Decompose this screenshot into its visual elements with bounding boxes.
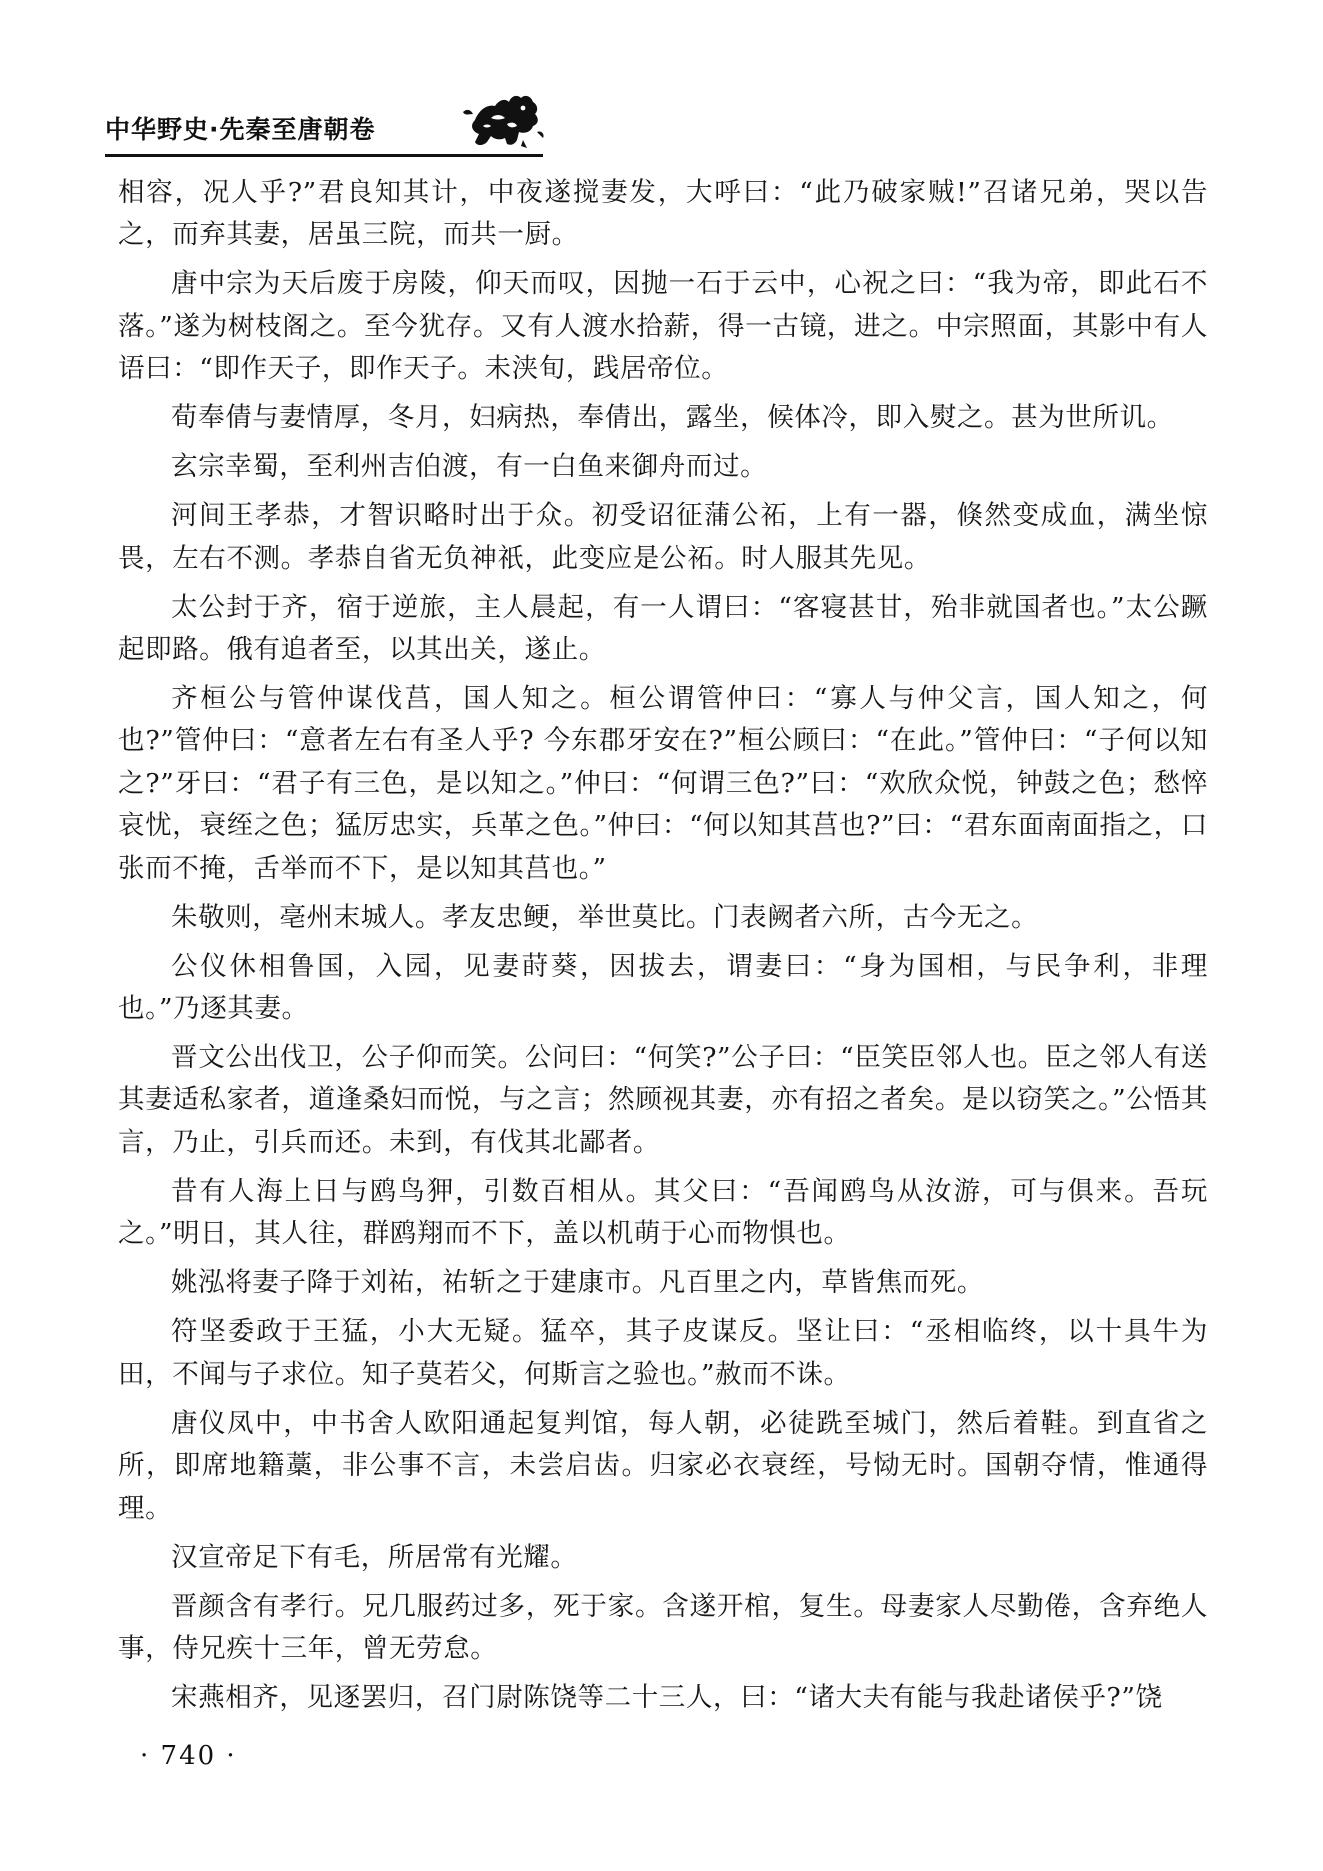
paragraph: 荀奉倩与妻情厚，冬月，妇病热，奉倩出，露坐，候体冷，即入熨之。甚为世所讥。 <box>171 402 1174 434</box>
paragraph: 宋燕相齐，见逐罢归，召门尉陈饶等二十三人，曰：“诸大夫有能与我赴诸侯乎?”饶 <box>171 1681 1163 1713</box>
paragraph: 唐仪凤中，中书舍人欧阳通起复判馆，每人朝，必徒跣至城门，然后着鞋。到直省之所，即席地籍藁，非公事不言，未尝启齿。归家必衣衰绖，号恸无时。国朝夺情，惟通得理。 <box>118 1407 1208 1524</box>
paragraph: 玄宗幸蜀，至利州吉伯渡，有一白鱼来御舟而过。 <box>171 451 768 483</box>
paragraph: 符坚委政于王猛，小大无疑。猛卒，其子皮谋反。坚让曰：“丞相临终，以十具牛为田，不闻与子求位。知子莫若父，何斯言之验也。”赦而不诛。 <box>118 1316 1208 1390</box>
paragraph: 河间王孝恭，才智识略时出于众。初受诏征蒲公祏，上有一器，倏然变成血，满坐惊畏，左右不测。孝恭自省无负神祇，此变应是公祏。时人服其先见。 <box>118 500 1208 574</box>
paragraph: 相容，况人乎?”君良知其计，中夜遂搅妻发，大呼曰：“此乃破家贼!”召诸兄弟，哭以告之，而弃其妻，居虽三院，而共一厨。 <box>118 177 1208 251</box>
page-number: · 740 · <box>140 1741 237 1771</box>
paragraph: 晋文公出伐卫，公子仰而笑。公问曰：“何笑?”公子曰：“臣笑臣邻人也。臣之邻人有送其妻适私家者，道逢桑妇而悦，与之言；然顾视其妻，亦有招之者矣。是以窃笑之。”公悟其言，乃止，引兵而还。未到，有伐其北鄙者。 <box>118 1042 1208 1158</box>
paragraph: 公仪休相鲁国，入园，见妻莳葵，因拔去，谓妻曰：“身为国相，与民争利，非理也。”乃逐其妻。 <box>118 950 1208 1025</box>
paragraph: 太公封于齐，宿于逆旅，主人晨起，有一人谓曰：“客寝甚甘，殆非就国者也。”太公蹶起即路。俄有追者至，以其出关，遂止。 <box>118 591 1208 666</box>
paragraph: 汉宣帝足下有毛，所居常有光耀。 <box>171 1541 578 1573</box>
dragon-emblem-icon <box>461 92 545 150</box>
page-body <box>118 172 1208 1719</box>
paragraph: 昔有人海上日与鸥鸟狎，引数百相从。其父曰：“吾闻鸥鸟从汝游，可与俱来。吾玩之。”明日，其人往，群鸥翔而不下，盖以机萌于心而物惧也。 <box>118 1175 1208 1250</box>
paragraph: 唐中宗为天后废于房陵，仰天而叹，因抛一石于云中，心祝之曰：“我为帝，即此石不落。”遂为树枝阁之。至今犹存。又有人渡水拾薪，得一古镜，进之。中宗照面，其影中有人语曰：“即作天子，即作天子。未浃旬，践居帝位。 <box>118 268 1208 385</box>
running-header <box>105 96 550 156</box>
paragraph: 齐桓公与管仲谋伐莒，国人知之。桓公谓管仲曰：“寡人与仲父言，国人知之，何也?”管仲曰：“意者左右有圣人乎? 今东郡牙安在?”桓公顾曰：“在此。”管仲曰：“子何以知之?”牙曰：“君子有三色，是以知之。”仲曰：“何谓三色?”曰：“欢欣众悦，钟鼓之色；愁悴哀忧，衰绖之色；猛厉忠实，兵革之色。”仲曰：“何以知其莒也?”曰：“君东面南面指之，口张而不掩，舌举而不下，是以知其莒也。” <box>118 683 1208 884</box>
paragraph: 朱敬则，亳州末城人。孝友忠鲠，举世莫比。门表阙者六所，古今无之。 <box>171 901 1039 933</box>
paragraph: 姚泓将妻子降于刘祐，祐斩之于建康市。凡百里之内，草皆焦而死。 <box>171 1267 984 1299</box>
header-rule <box>105 154 543 157</box>
paragraph: 晋颜含有孝行。兄几服药过多，死于家。含遂开棺，复生。母妻家人尽勤倦，含弃绝人事，侍兄疾十三年，曾无劳怠。 <box>118 1590 1208 1664</box>
book-title: 中华野史·先秦至唐朝卷 <box>105 115 376 144</box>
